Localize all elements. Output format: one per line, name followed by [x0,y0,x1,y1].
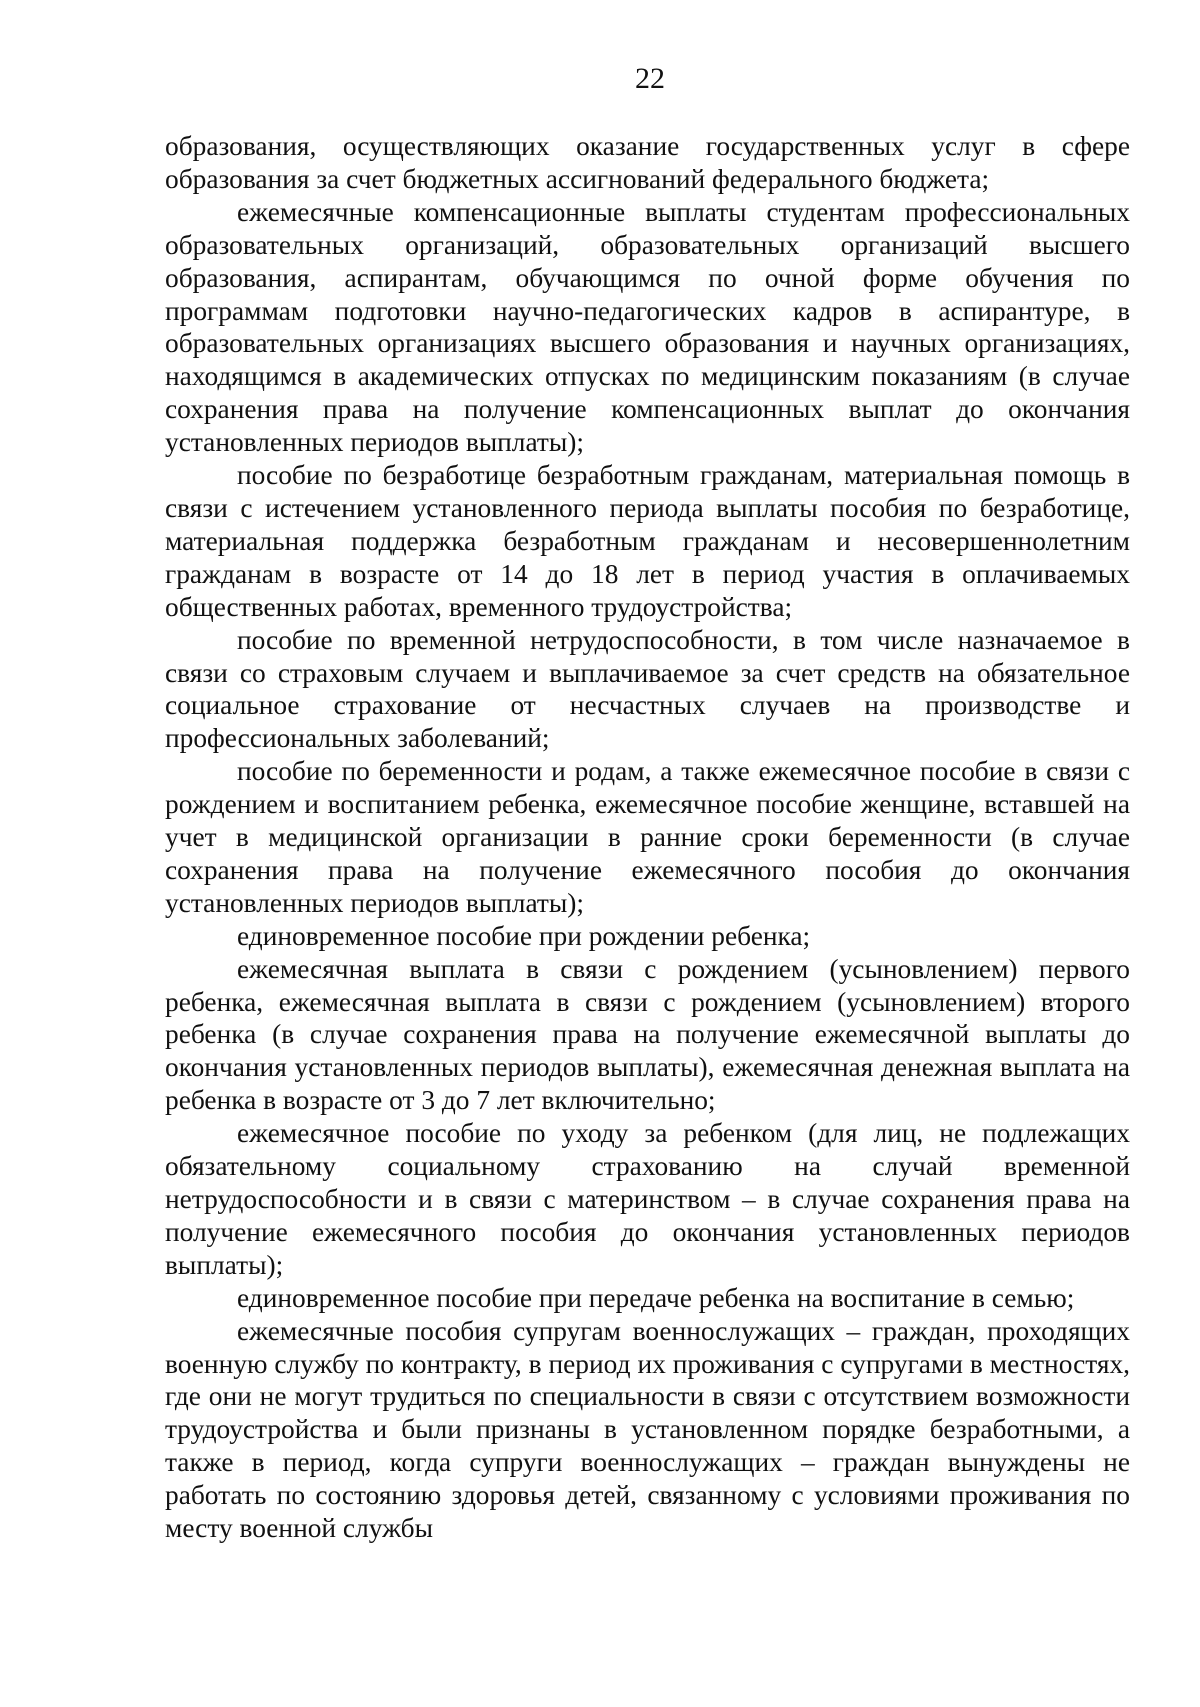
page-number: 22 [635,62,665,95]
paragraph: пособие по безработице безработным гражданам, материальная помощь в связи с истечением установленного периода выплаты пособия по безработице, материальная поддержка безработным гражданам и несовершеннолетним гражданам в возрасте от 14 до 18 лет в период участия в оплачиваемых общественных работах, временного трудоустройства; [165,460,1130,622]
body-text [165,130,1130,1545]
paragraph: пособие по временной нетрудоспособности, в том числе назначаемое в связи со страховым случаем и выплачиваемое за счет средств на обязательное социальное страхование от несчастных случаев на производстве и профессиональных заболеваний; [165,624,1130,754]
paragraph: единовременное пособие при передаче ребенка на воспитание в семью; [237,1282,1075,1313]
paragraph: ежемесячная выплата в связи с рождением (усыновлением) первого ребенка, ежемесячная выплата в связи с рождением (усыновлением) второго ребенка (в случае сохранения права на получение ежемесячной выплаты до окончания установленных периодов выплаты), ежемесячная денежная выплата на ребенка в возрасте от 3 до 7 лет включительно; [165,953,1130,1116]
paragraph: образования, осуществляющих оказание государственных услуг в сфере образования за счет бюджетных ассигнований федерального бюджета; [165,131,1130,194]
paragraph: пособие по беременности и родам, а также ежемесячное пособие в связи с рождением и воспитанием ребенка, ежемесячное пособие женщине, вставшей на учет в медицинской организации в ранние сроки беременности (в случае сохранения права на получение ежемесячного пособия до окончания установленных периодов выплаты); [165,756,1130,918]
paragraph: единовременное пособие при рождении ребенка; [237,920,811,951]
paragraph: ежемесячное пособие по уходу за ребенком (для лиц, не подлежащих обязательному социальному страхованию на случай временной нетрудоспособности и в связи с материнством – в случае сохранения права на получение ежемесячного пособия до окончания установленных периодов выплаты); [165,1118,1130,1280]
paragraph: ежемесячные компенсационные выплаты студентам профессиональных образовательных организаций, образовательных организаций высшего образования, аспирантам, обучающимся по очной форме обучения по программам подготовки научно-педагогических кадров в аспирантуре, в образовательных организациях высшего образования и научных организациях, находящимся в академических отпусках по медицинским показаниям (в случае сохранения права на получение компенсационных выплат до окончания установленных периодов выплаты); [165,196,1130,458]
paragraph: ежемесячные пособия супругам военнослужащих – граждан, проходящих военную службу по контракту, в период их проживания с супругами в местностях, где они не могут трудиться по специальности в связи с отсутствием возможности трудоустройства и были признаны в установленном порядке безработными, а также в период, когда супруги военнослужащих – граждан вынуждены не работать по состоянию здоровья детей, связанному с условиями проживания по месту военной службы [165,1315,1130,1544]
